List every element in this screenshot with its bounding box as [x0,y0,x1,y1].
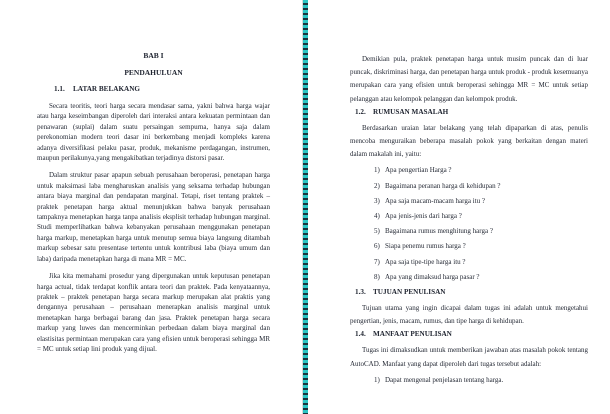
section-heading-manfaat-penulisan [350,330,588,339]
list-item [350,256,588,269]
section-title: LATAR BELAKANG [73,85,141,93]
list-item [350,180,588,193]
list-item-text: Bagaimana rumus menghitung harga ? [385,227,493,236]
list-item-text: Apa pengertian Harga ? [385,166,452,175]
list-item [350,195,588,208]
list-item-text: Apa saja tipe-tipe harga itu ? [385,257,466,266]
list-item-text: Dapat mengenal penjelasan tentang harga. [385,375,504,384]
section-number: 1.4. [355,330,366,339]
paragraph: Jika kita memahami prosedur yang dipergunakan untuk keputusan penetapan harga actual, tidak terdapat konflik antara teori dan praktek. Pada kenyataannya, praktek – praktek penetapan harga secara markup merupakan alat praktis yang dengannya perusahaan – perusahaan menerapkan analisis marginal untuk menetapkan harga berbagai barang dan jasa. Praktek penetapan harga secara markup yang luwes dan mencerminkan perbedaan dalam biaya marginal dan elastisitas permintaan merupakan cara yang efisien untuk beroperasi sehingga MR = MC untuk setiap lini produk yang dijual. [37,272,270,353]
benefit-list [350,374,588,387]
section-heading-latar-belakang [37,85,270,94]
section-title: MANFAAT PENULISAN [373,330,452,339]
list-item-text: Siapa penemu rumus harga ? [385,242,466,251]
list-item-number: 2) [374,181,380,190]
list-item [350,374,588,387]
list-item [350,164,588,177]
list-item-number: 1) [374,166,380,175]
section-number: 1.1. [54,85,65,93]
paragraph: Demikian pula, praktek penetapan harga untuk musim puncak dan di luar puncak, diskriminasi harga, dan penetapan harga untuk produk - produk kesemuanya merupakan cara yang efisien untuk beroperasi sehingga MR = MC untuk setiap pelanggan atau kelompok pelanggan dan kelompok produk. [350,55,588,103]
paragraph: Tugas ini dimaksudkan untuk memberikan jawaban atas masalah pokok tentang AutoCAD. Manfaat yang dapat diperoleh dari tugas tersebut adalah: [350,346,588,368]
list-item-text: Apa jenis-jenis dari harga ? [385,212,462,221]
paragraph: Secara teoritis, teori harga secara mendasar sama, yakni bahwa harga wajar atau harga keseimbangan diperoleh dari interaksi antara kekuatan permintaan dan penawaran (suplai) dalam suatu persaingan sempurna, hanya saja dalam perekonomian modern teori dasar ini berkembang menjadi kompleks karena adanya diversifikasi pelaku pasar, produk, mekanisme perdagangan, instrumen, maupun perilakunya,yang mengakibatkan terjadinya distorsi pasar. [37,102,270,163]
list-item-number: 5) [374,227,380,236]
list-item-text: Apa saja macam-macam harga itu ? [385,196,485,205]
section-title: RUMUSAN MASALAH [373,107,449,116]
question-list [350,164,588,284]
list-item-text: Bagaimana peranan harga di kehidupan ? [385,181,501,190]
right-page [308,0,610,414]
list-item [350,271,588,284]
list-item-number: 4) [374,212,380,221]
paragraph: Dalam struktur pasar apapun sebuah perusahaan beroperasi, penetapan harga untuk maksimasi laba mengharuskan analisis yang seksama terhadap hubungan antara biaya marginal dan pendapatan marginal. Tetapi, riset tentang praktek – praktek penetapan harga aktual menunjukkan bahwa banyak perusahaan tampaknya menetapkan harga tanpa analisis eksplisit terhadap hubungan marginal. Studi memperlihatkan bahwa kebanyakan perusahaan menggunakan penetapan harga markup, menetapkan harga untuk menutup semua biaya langsung ditambah markup sebesar satu presentase tertentu untuk kontribusi laba (biaya umum dan laba) daripada menetapkan harga di mana MR = MC. [37,171,270,263]
section-number: 1.3. [355,288,366,297]
section-number: 1.2. [355,107,366,116]
list-item [350,240,588,253]
list-item [350,225,588,238]
list-item-number: 1) [374,375,380,384]
list-item-number: 7) [374,257,380,266]
list-item-number: 3) [374,196,380,205]
list-item-number: 6) [374,242,380,251]
left-page [0,0,303,414]
section-heading-rumusan-masalah [350,108,588,117]
section-heading-tujuan-penulisan [350,288,588,297]
list-item [350,210,588,223]
list-item-number: 8) [374,272,380,281]
paragraph: Tujuan utama yang ingin dicapai dalam tugas ini adalah untuk mengetahui pengertian, jenis, macam, rumus, dan tipe harga di kehidupan. [350,304,588,326]
section-title: TUJUAN PENULISAN [373,288,446,297]
paragraph: Berdasarkan uraian latar belakang yang telah dipaparkan di atas, penulis mencoba menguraikan beberapa masalah pokok yang berkaitan dengan materi dalam makalah ini, yaitu: [350,123,588,159]
chapter-title: BAB I [143,51,164,60]
chapter-subtitle: PENDAHULUAN [124,68,183,77]
list-item-text: Apa yang dimaksud harga pasar ? [385,272,480,281]
